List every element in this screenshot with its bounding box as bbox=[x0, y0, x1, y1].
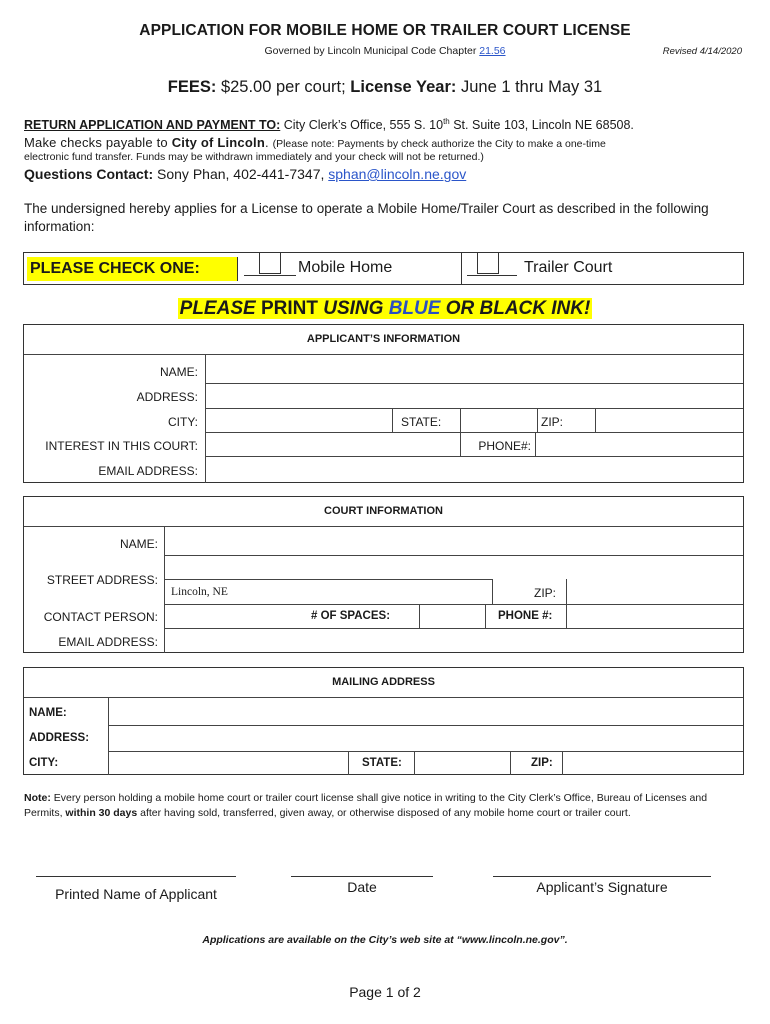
ink-instruction-highlight bbox=[178, 298, 593, 319]
note-text-pre: Every person holding a mobile home court or trailer court license shall give notice in writing to the City Clerk’s Office, Bureau of Licenses and Permits, bbox=[24, 792, 708, 819]
applicant-email-field[interactable] bbox=[206, 457, 743, 483]
mailing-section-title: MAILING ADDRESS bbox=[332, 676, 435, 688]
license-year-label: License Year: bbox=[350, 78, 457, 96]
subtitle-text: Governed by Lincoln Municipal Code Chapter bbox=[264, 45, 480, 57]
applicant-city-label: CITY: bbox=[167, 415, 198, 429]
mailing-state-label: STATE: bbox=[362, 757, 402, 769]
applicant-phone-label: PHONE#: bbox=[478, 439, 531, 453]
applicant-name-field[interactable] bbox=[206, 355, 743, 383]
mailing-address-section bbox=[23, 667, 744, 775]
return-label: RETURN APPLICATION AND PAYMENT TO: bbox=[24, 118, 281, 133]
court-email-field[interactable] bbox=[165, 629, 743, 653]
court-street-field[interactable] bbox=[165, 556, 743, 579]
questions-label: Questions Contact: bbox=[24, 166, 154, 182]
interest-in-court-label: INTEREST IN THIS COURT: bbox=[45, 439, 198, 453]
contact-person-label: CONTACT PERSON: bbox=[43, 610, 158, 624]
note-label: Note: bbox=[24, 792, 51, 804]
mailing-name-field[interactable] bbox=[109, 698, 743, 725]
ink-print: PRINT bbox=[255, 298, 324, 319]
applicant-name-label: NAME: bbox=[159, 365, 198, 379]
trailer-court-underline bbox=[467, 275, 517, 276]
mailing-zip-field[interactable] bbox=[563, 752, 743, 775]
court-zip-field[interactable] bbox=[567, 580, 743, 604]
checks-post: . bbox=[264, 135, 273, 150]
mailing-city-field[interactable] bbox=[109, 752, 348, 775]
divider bbox=[348, 751, 349, 775]
ink-blue: BLUE bbox=[388, 298, 441, 319]
divider bbox=[485, 604, 486, 628]
signature-line[interactable] bbox=[493, 876, 711, 877]
form-title: APPLICATION FOR MOBILE HOME OR TRAILER COURT LICENSE bbox=[139, 22, 631, 39]
trailer-court-checkbox[interactable] bbox=[477, 253, 499, 274]
signature-label: Applicant’s Signature bbox=[536, 879, 668, 895]
ink-instruction bbox=[0, 298, 770, 320]
divider bbox=[492, 579, 493, 604]
availability-note: Applications are available on the City’s web site at “www.lincoln.ne.gov”. bbox=[202, 934, 568, 946]
revised-date: Revised 4/14/2020 bbox=[662, 46, 742, 57]
printed-name-label: Printed Name of Applicant bbox=[55, 886, 217, 902]
contact-person-field[interactable] bbox=[165, 605, 311, 628]
address-superscript: th bbox=[443, 117, 450, 126]
applicant-zip-label: ZIP: bbox=[541, 415, 564, 429]
checks-payable-line bbox=[24, 135, 606, 152]
divider bbox=[164, 579, 492, 580]
applicant-address-field[interactable] bbox=[206, 384, 743, 408]
ink-please: PLEASE bbox=[179, 298, 256, 319]
spaces-field[interactable] bbox=[420, 605, 485, 628]
applicant-information-section bbox=[23, 324, 744, 483]
applicant-email-label: EMAIL ADDRESS: bbox=[98, 464, 198, 478]
contact-name-phone: Sony Phan, 402-441-7347, bbox=[153, 166, 329, 182]
mailing-address-field[interactable] bbox=[109, 726, 743, 751]
code-chapter-link[interactable]: 21.56 bbox=[479, 45, 506, 57]
license-year-value: June 1 thru May 31 bbox=[456, 78, 603, 96]
court-section-title: COURT INFORMATION bbox=[324, 505, 443, 517]
printed-name-line[interactable] bbox=[36, 876, 236, 877]
mailing-name-label: NAME: bbox=[29, 707, 67, 719]
date-label: Date bbox=[347, 879, 377, 895]
fees-label: FEES: bbox=[167, 78, 217, 96]
note-deadline: within 30 days bbox=[65, 807, 138, 819]
contact-email-link[interactable]: sphan@lincoln.ne.gov bbox=[328, 166, 467, 182]
mobile-home-label: Mobile Home bbox=[298, 259, 393, 276]
mailing-state-field[interactable] bbox=[415, 752, 510, 775]
ink-rest: OR BLACK INK! bbox=[440, 298, 591, 319]
mailing-address-label: ADDRESS: bbox=[29, 732, 90, 744]
applicant-state-field[interactable] bbox=[461, 409, 537, 432]
divider bbox=[510, 751, 511, 775]
court-city-value: Lincoln, NE bbox=[171, 586, 228, 598]
court-phone-label: PHONE #: bbox=[498, 610, 553, 622]
court-information-section bbox=[23, 496, 744, 653]
note-text-post: after having sold, transferred, given away, or otherwise disposed of any mobile home court or trailer court. bbox=[137, 807, 631, 819]
mailing-city-label: CITY: bbox=[29, 757, 59, 769]
divider bbox=[537, 408, 538, 432]
mobile-home-checkbox[interactable] bbox=[259, 253, 281, 274]
trailer-court-label: Trailer Court bbox=[524, 259, 613, 276]
eft-note: electronic fund transfer. Funds may be withdrawn immediately and your check will not be returned.) bbox=[24, 151, 484, 163]
court-email-label: EMAIL ADDRESS: bbox=[58, 635, 158, 649]
fees-value: $25.00 per court; bbox=[216, 78, 351, 96]
court-zip-label: ZIP: bbox=[534, 586, 557, 600]
fees-line bbox=[0, 78, 770, 97]
applicant-section-title: APPLICANT’S INFORMATION bbox=[306, 333, 461, 345]
checks-note: (Please note: Payments by check authorize the City to make a one-time bbox=[272, 138, 606, 150]
applicant-zip-field[interactable] bbox=[596, 409, 743, 432]
return-address-pre: City Clerk’s Office, 555 S. 10 bbox=[280, 118, 444, 133]
checks-payee: City of Lincoln bbox=[171, 135, 265, 150]
governing-code-line bbox=[0, 45, 770, 57]
court-street-label: STREET ADDRESS: bbox=[46, 573, 158, 587]
questions-contact-line bbox=[24, 166, 466, 182]
return-address-line bbox=[24, 117, 634, 132]
applicant-city-field[interactable] bbox=[206, 409, 392, 432]
intro-paragraph: The undersigned hereby applies for a License to operate a Mobile Home/Trailer Court as described in the following information: bbox=[24, 201, 709, 234]
applicant-phone-field[interactable] bbox=[536, 433, 743, 456]
disposal-notice bbox=[24, 791, 746, 821]
spaces-label: # OF SPACES: bbox=[311, 610, 391, 622]
mailing-zip-label: ZIP: bbox=[531, 757, 553, 769]
applicant-state-label: STATE: bbox=[401, 415, 442, 429]
court-phone-field[interactable] bbox=[567, 605, 743, 628]
return-address-post: St. Suite 103, Lincoln NE 68508. bbox=[449, 118, 634, 133]
option-divider bbox=[461, 253, 462, 284]
divider bbox=[392, 408, 393, 432]
interest-in-court-field[interactable] bbox=[206, 433, 460, 456]
mobile-home-underline bbox=[244, 275, 296, 276]
page-number: Page 1 of 2 bbox=[349, 984, 421, 1000]
ink-using: USING bbox=[323, 298, 389, 319]
date-line[interactable] bbox=[291, 876, 433, 877]
court-name-field[interactable] bbox=[165, 527, 743, 555]
license-type-selector bbox=[23, 252, 744, 285]
applicant-address-label: ADDRESS: bbox=[136, 390, 198, 404]
checks-pre: Make checks payable to bbox=[24, 135, 172, 150]
court-name-label: NAME: bbox=[119, 537, 158, 551]
check-one-label: PLEASE CHECK ONE: bbox=[27, 257, 238, 281]
